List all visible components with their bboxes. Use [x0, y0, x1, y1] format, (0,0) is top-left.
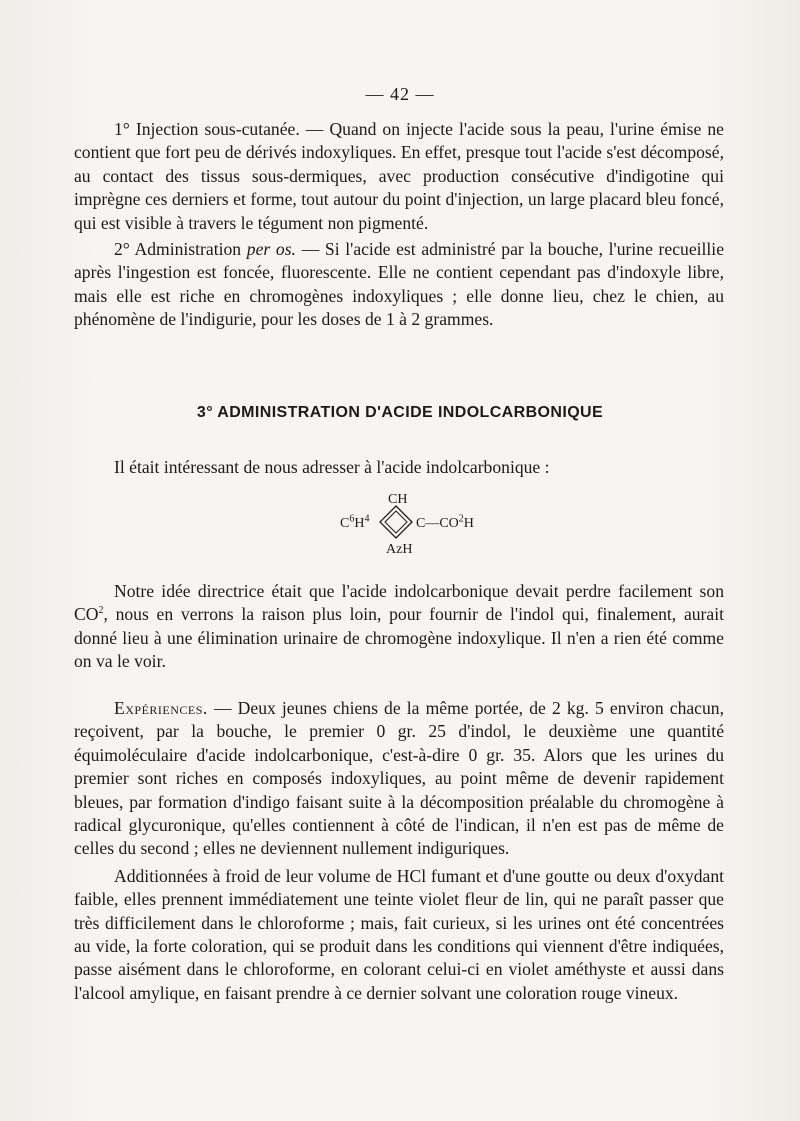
paragraph-lead-italic: per os. — [246, 239, 296, 260]
paragraph-lead: 1° Injection sous-cutanée. — [114, 119, 300, 139]
section-idea — [74, 580, 724, 674]
intro-line — [74, 456, 724, 479]
formula-bottom: AzH — [386, 542, 413, 557]
paragraph-text: — Quand on injecte l'acide sous la peau, l'urine émise ne contient que fort peu de dérivés indoxyliques. En effet, presque tout l'acide s'est décomposé, au contact des tissus sous-dermiques, avec production consécutive d'indigotine qui imprègne ces derniers et forme, tout autour du point d'injection, un large placard bleu foncé, qui est visible à travers le tégument non pigmenté. — [74, 119, 724, 233]
formula-ring-diagram — [376, 502, 416, 542]
page-number: — 42 — — [365, 84, 435, 104]
paragraph-lead: 2° Administration — [114, 239, 247, 260]
paragraph-intro: Il était intéressant de nous adresser à l'acide indolcarbonique : — [114, 457, 550, 477]
paragraph-text: — Deux jeunes chiens de la même portée, de 2 kg. 5 environ chacun, reçoivent, par la bouche, le premier 0 gr. 25 d'indol, le deuxième une quantité équimoléculaire d'acide indolcarbonique, c'est-à-dire 0 gr. 35. Alors que les urines du premier sont riches en composés indoxyliques, au point même de devenir rapidement bleues, par formation d'indigo faisant suite à la décomposition préalable du chromogène à radical glycuronique, qu'elles contiennent à côté de l'indican, il n'en est pas de même de celles du second ; elles ne deviennent nullement indiguriques. — [74, 698, 724, 859]
formula-left: $C^6H^4$ — [340, 513, 370, 531]
section-top — [74, 118, 724, 332]
paragraph-administration — [74, 238, 724, 332]
section-heading: 3° ADMINISTRATION D'ACIDE INDOLCARBONIQUE — [196, 404, 604, 421]
formula-right: $C—CO^2H$ — [416, 513, 474, 531]
chemical-formula — [340, 492, 510, 562]
paragraph-idea: Notre idée directrice était que l'acide indolcarbonique devait perdre facilement son $CO^2$, nous en verrons la raison plus loin, pour fournir de l'indol qui, finalement, aurait donné lieu à une élimination urinaire de chromogène indoxylique. Il n'en a rien été comme on va le voir. — [74, 581, 724, 672]
formula-top: CH — [388, 492, 408, 507]
paragraph-text: — Si l'acide est administré par la bouche, l'urine recueillie après l'ingestion est foncée, fluorescente. Elle ne contient cependant pas d'indoxyle libre, mais elle est riche en chromogènes indoxyliques ; elle donne lieu, chez le chien, au phénomène de l'indigurie, pour les doses de 1 à 2 grammes. — [74, 239, 725, 330]
paragraph-experiences — [74, 697, 724, 861]
paragraph-additionnees: Additionnées à froid de leur volume de HCl fumant et d'une goutte ou deux d'oxydant faible, elles prennent immédiatement une teinte violet fleur de lin, qui ne paraît passer que très difficilement dans le chloroforme ; mais, fait curieux, si les urines ont été concentrées au vide, la forte coloration, qui se produit dans les conditions qui viennent d'être indiquées, passe aisément dans le chloroforme, en colorant celui-ci en violet améthyste et aussi dans l'alcool amylique, en faisant prendre à ce dernier solvant une coloration rouge vineux. — [74, 865, 724, 1003]
paragraph-injection — [74, 118, 724, 235]
paragraph-lead: Expériences. — [114, 698, 208, 718]
section-experiences — [74, 697, 724, 1005]
